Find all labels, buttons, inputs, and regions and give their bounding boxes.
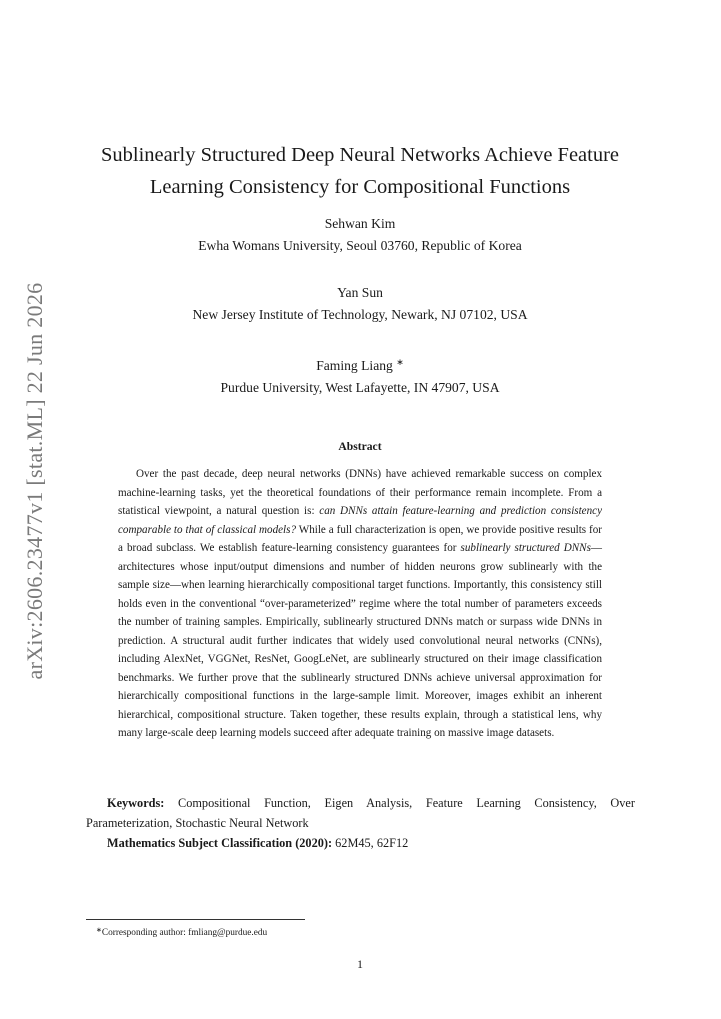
corresponding-author-footnote [96,924,267,940]
abstract-emphasis-term: sublinearly structured DNNs [460,542,591,554]
corresponding-author-marker: ∗ [396,357,404,367]
footnote-text: Corresponding author: fmliang@purdue.edu [101,928,268,938]
msc-codes: 62M45, 62F12 [332,836,409,850]
author-name: Faming Liang [316,358,393,373]
paper-title [60,139,660,203]
arxiv-identifier-stamp: arXiv:2606.23477v1 [stat.ML] 22 Jun 2026 [22,282,47,680]
author-affiliation: Ewha Womans University, Seoul 03760, Republic of Korea [198,238,522,253]
author-affiliation: Purdue University, West Lafayette, IN 47907, USA [220,380,500,395]
keywords-list: Compositional Function, Eigen Analysis, Feature Learning Consistency, Over Parameterization, Stochastic Neural Network [86,796,635,830]
abstract-research-question: can DNNs attain feature-learning and prediction consistency comparable to that of classical models? [118,505,603,536]
paper-title-line-1: Sublinearly Structured Deep Neural Networks Achieve Feature [100,144,620,166]
abstract-heading: Abstract [338,440,382,453]
abstract-text-part-1: Over the past decade, deep neural networks (DNNs) have achieved remarkable success on complex machine-learning tasks, yet the theoretical foundations of their performance remain incomplete. From a statistical viewpoint, a natural question is: [118,468,602,517]
author-name: Sehwan Kim [324,216,396,231]
page-number: 1 [357,957,363,971]
author-block-1 [60,213,660,257]
author-block-2 [60,282,660,326]
keywords-label: Keywords: [107,796,165,810]
paper-title-line-2: Learning Consistency for Compositional Functions [149,176,571,198]
abstract-body [118,465,602,743]
abstract-text-part-3: —architectures whose input/output dimensions and number of hidden neurons grow sublinearly with the sample size—when learning hierarchically compositional target functions. Importantly, this consistency still holds even in the conventional “over-parameterized” regime where the total number of parameters exceeds the number of training samples. Empirically, sublinearly structured DNNs match or surpass wide DNNs in prediction. A structural audit further indicates that widely used convolutional neural networks (CNNs), including AlexNet, VGGNet, ResNet, GoogLeNet, are sublinearly structured on their image classification benchmarks. We further prove that the sublinearly structured DNNs achieve universal approximation for hierarchically compositional functions in the large-sample limit. Moreover, images exhibit an inherent hierarchical, compositional structure. Taken together, these results explain, through a statistical lens, why many large-scale deep learning models succeed after adequate training on massive image datasets. [118,542,602,739]
author-affiliation: New Jersey Institute of Technology, Newark, NJ 07102, USA [192,307,528,322]
msc-label: Mathematics Subject Classification (2020): [107,836,333,850]
author-block-3 [60,351,660,399]
msc-classification [107,833,647,853]
footnote-divider [86,919,305,920]
keywords-section [86,793,635,833]
footnote-marker: ∗ [96,926,102,934]
author-name-line [60,351,660,377]
abstract-text-part-2: While a full characterization is open, we provide positive results for a broad subclass. We establish feature-learning consistency guarantees for [118,523,602,554]
author-name: Yan Sun [337,285,383,300]
